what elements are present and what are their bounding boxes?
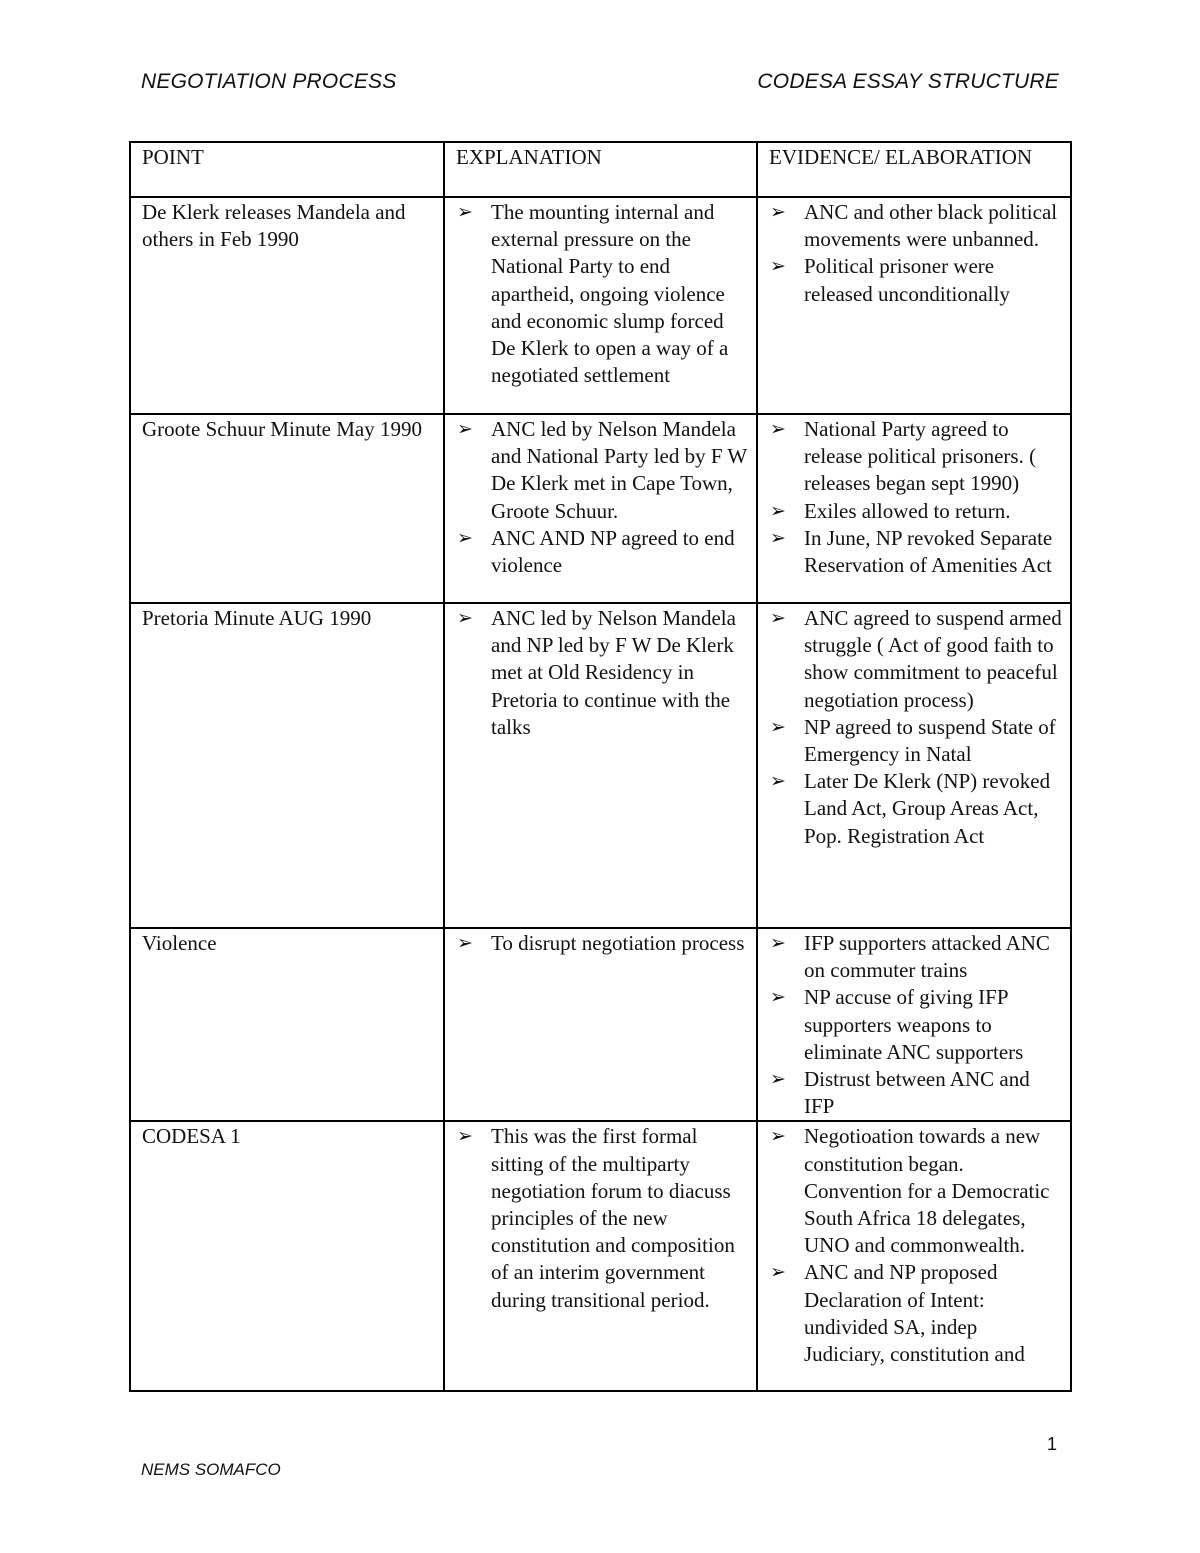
codesa-essay-table xyxy=(129,141,1072,1392)
list-item: ➢ ANC agreed to suspend armed struggle ( Act of good faith to show commitment to peaceful negotiation process) xyxy=(770,606,1062,712)
evidence-cell xyxy=(757,603,1071,928)
list-item: ➢ IFP supporters attacked ANC on commuter trains xyxy=(770,931,1050,983)
arrow-bullet-icon: ➢ xyxy=(770,1069,786,1091)
evidence-cell xyxy=(757,1121,1071,1391)
arrow-bullet-icon: ➢ xyxy=(770,500,786,522)
table-row xyxy=(130,414,1071,603)
table-row xyxy=(130,928,1071,1121)
explanation-cell xyxy=(444,603,757,928)
column-header-explanation: EXPLANATION xyxy=(444,142,757,197)
list-item: ➢ ANC led by Nelson Mandela and NP led by F W De Klerk met at Old Residency in Pretoria to continue with the talks xyxy=(457,606,736,739)
arrow-bullet-icon: ➢ xyxy=(770,256,786,278)
arrow-bullet-icon: ➢ xyxy=(457,419,473,440)
arrow-bullet-icon: ➢ xyxy=(457,202,473,223)
evidence-cell xyxy=(757,414,1071,603)
list-item: ➢ In June, NP revoked Separate Reservation of Amenities Act xyxy=(770,525,1053,578)
point-cell: Groote Schuur Minute May 1990 xyxy=(130,414,444,603)
list-item: ➢ Exiles allowed to return. xyxy=(769,498,1062,525)
list-item: ➢ Negotioation towards a new constitution began. Convention for a Democratic South Africa 18 delegates, UNO and commonwealth. xyxy=(770,1124,1050,1258)
arrow-bullet-icon: ➢ xyxy=(457,608,473,629)
arrow-bullet-icon: ➢ xyxy=(770,771,786,793)
list-item: ➢ Political prisoner were released unconditionally xyxy=(770,254,1010,306)
list-item: ➢ ANC led by Nelson Mandela and National Party led by F W De Klerk met in Cape Town, Groote Schuur. xyxy=(457,417,747,523)
list-item: ➢ ANC and other black political movements were unbanned. xyxy=(770,200,1058,252)
arrow-bullet-icon: ➢ xyxy=(770,716,786,738)
arrow-bullet-icon: ➢ xyxy=(457,527,473,549)
arrow-bullet-icon: ➢ xyxy=(770,987,786,1009)
column-header-evidence: EVIDENCE/ ELABORATION xyxy=(757,142,1071,197)
point-cell: Pretoria Minute AUG 1990 xyxy=(130,603,444,928)
list-item: ➢ ANC AND NP agreed to end violence xyxy=(457,525,735,578)
table-row xyxy=(130,197,1071,414)
evidence-cell xyxy=(757,928,1071,1121)
point-cell: De Klerk releases Mandela and others in Feb 1990 xyxy=(130,197,444,414)
arrow-bullet-icon: ➢ xyxy=(770,527,786,549)
point-cell: CODESA 1 xyxy=(130,1121,444,1391)
running-header-right: CODESA ESSAY STRUCTURE xyxy=(757,70,1059,93)
arrow-bullet-icon: ➢ xyxy=(770,933,786,954)
page-number: 1 xyxy=(1046,1434,1057,1454)
running-header-left: NEGOTIATION PROCESS xyxy=(141,70,397,93)
table-header-row xyxy=(130,142,1071,197)
arrow-bullet-icon: ➢ xyxy=(457,933,473,954)
evidence-cell xyxy=(757,197,1071,414)
list-item: ➢ Distrust between ANC and IFP xyxy=(770,1067,1030,1119)
explanation-cell xyxy=(444,1121,757,1391)
list-item: ➢ The mounting internal and external pressure on the National Party to end apartheid, ongoing violence and economic slump forced De Klerk to open a way of a negotiated settlement xyxy=(457,200,729,388)
arrow-bullet-icon: ➢ xyxy=(770,419,786,440)
list-item: ➢ NP agreed to suspend State of Emergency in Natal xyxy=(770,714,1056,767)
arrow-bullet-icon: ➢ xyxy=(770,1126,786,1148)
list-item: ➢ National Party agreed to release political prisoners. ( releases began sept 1990) xyxy=(770,417,1037,496)
explanation-cell xyxy=(444,414,757,603)
arrow-bullet-icon: ➢ xyxy=(770,608,786,629)
list-item: ➢ Later De Klerk (NP) revoked Land Act, Group Areas Act, Pop. Registration Act xyxy=(770,769,1051,848)
table-row xyxy=(130,603,1071,928)
point-cell: Violence xyxy=(130,928,444,1121)
list-item: ➢ This was the first formal sitting of the multiparty negotiation forum to diacuss principles of the new constitution and composition of an interim government during transitional period. xyxy=(457,1124,735,1312)
table-row xyxy=(130,1121,1071,1391)
explanation-cell xyxy=(444,197,757,414)
arrow-bullet-icon: ➢ xyxy=(770,202,786,223)
running-footer: NEMS SOMAFCO xyxy=(141,1460,281,1479)
list-item: ➢ To disrupt negotiation process xyxy=(456,930,748,957)
list-item: ➢ ANC and NP proposed Declaration of Intent: undivided SA, indep Judiciary, constitution and xyxy=(770,1260,1025,1367)
arrow-bullet-icon: ➢ xyxy=(770,1262,786,1284)
arrow-bullet-icon: ➢ xyxy=(457,1126,473,1148)
list-item: ➢ NP accuse of giving IFP supporters weapons to eliminate ANC supporters xyxy=(770,985,1024,1064)
column-header-point: POINT xyxy=(130,142,444,197)
explanation-cell xyxy=(444,928,757,1121)
